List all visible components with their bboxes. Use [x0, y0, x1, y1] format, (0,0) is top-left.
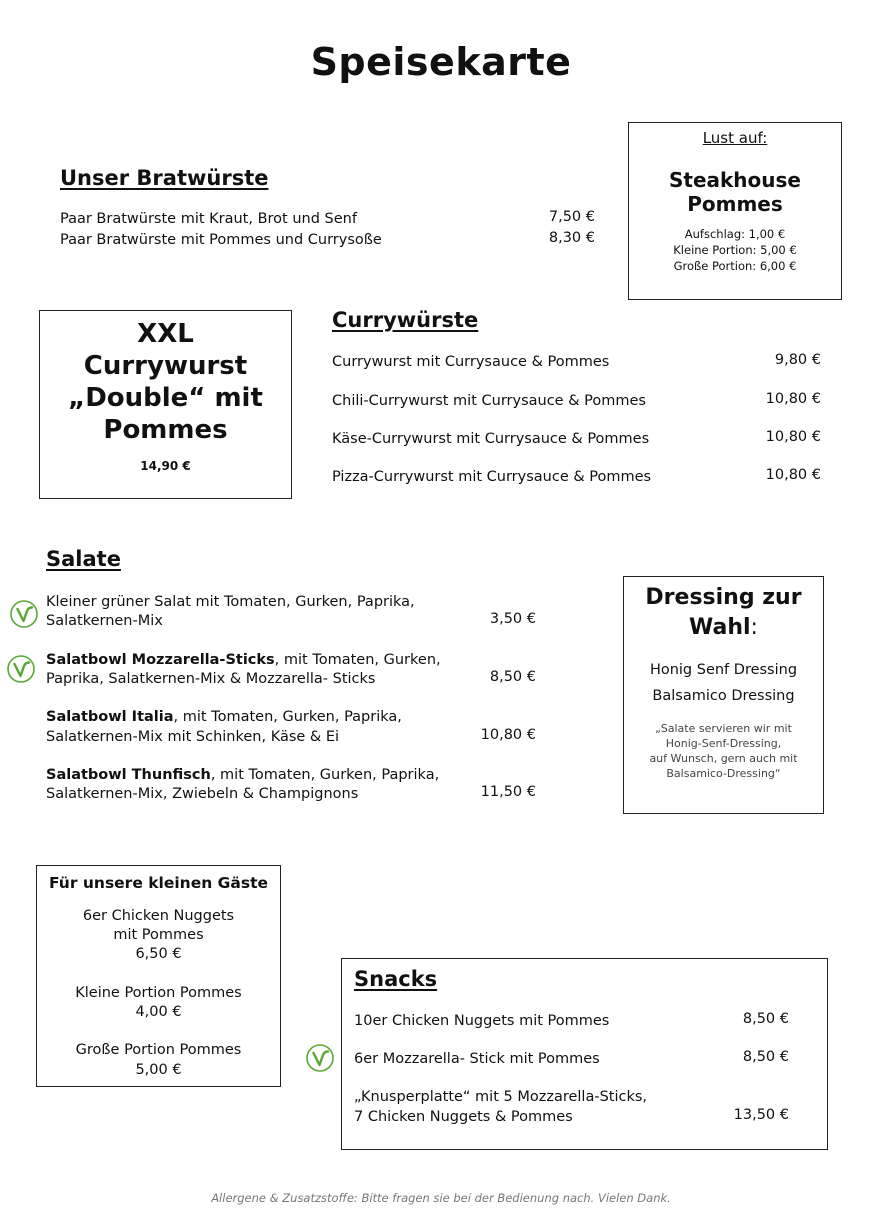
- kids-item-price: 4,00 €: [135, 1004, 182, 1020]
- salate-heading: Salate: [46, 547, 121, 571]
- salad-item-line1: Salatbowl Mozzarella-Sticks, mit Tomaten, Gurken,: [46, 652, 441, 668]
- bratwurst-item-price: 8,30 €: [548, 230, 595, 246]
- salad-item-price: 3,50 €: [489, 611, 536, 627]
- currywurst-item-price: 10,80 €: [765, 429, 821, 445]
- steakhouse-title-line1: Steakhouse: [668, 168, 801, 192]
- salad-item-line2: Salatkernen-Mix mit Schinken, Käse & Ei: [46, 729, 340, 745]
- snack-item-price: 8,50 €: [742, 1011, 789, 1027]
- salad-item-line2: Salatkernen-Mix: [46, 613, 163, 629]
- steakhouse-pommes-box: [628, 122, 842, 300]
- snack-item-line1: „Knusperplatte“ mit 5 Mozzarella-Sticks,: [354, 1089, 648, 1105]
- snack-item-price: 8,50 €: [742, 1049, 789, 1065]
- salad-item-line1: Salatbowl Thunfisch, mit Tomaten, Gurken, Paprika,: [46, 767, 440, 783]
- kids-item-price: 5,00 €: [135, 1062, 182, 1078]
- bratwurst-item-name: Paar Bratwürste mit Pommes und Currysoße: [60, 232, 382, 248]
- salad-item-line2: Paprika, Salatkernen-Mix & Mozzarella- Sticks: [46, 671, 376, 687]
- page-title: Speisekarte: [310, 40, 572, 84]
- xxl-line1: XXL: [137, 319, 194, 349]
- dressing-box: [623, 576, 824, 814]
- snack-item-line1: 10er Chicken Nuggets mit Pommes: [354, 1013, 610, 1029]
- steakhouse-large-portion: Große Portion: 6,00 €: [673, 259, 797, 273]
- currywurst-item-name: Currywurst mit Currysauce & Pommes: [332, 354, 610, 370]
- dressing-note-line: Honig-Senf-Dressing,: [665, 737, 782, 750]
- vegetarian-v-icon: [9, 599, 39, 629]
- dressing-note-line: „Salate servieren wir mit: [655, 722, 792, 735]
- steakhouse-small-portion: Kleine Portion: 5,00 €: [673, 243, 797, 257]
- kids-item-line1: Kleine Portion Pommes: [75, 985, 242, 1001]
- xxl-line4: Pommes: [103, 415, 228, 445]
- salad-item-line2: Salatkernen-Mix, Zwiebeln & Champignons: [46, 786, 359, 802]
- steakhouse-label: Lust auf:: [702, 129, 768, 147]
- currywurst-item-name: Käse-Currywurst mit Currysauce & Pommes: [332, 431, 650, 447]
- salad-item-line1: Salatbowl Italia, mit Tomaten, Gurken, Paprika,: [46, 709, 402, 725]
- xxl-line3: „Double“ mit: [68, 383, 263, 413]
- xxl-line2: Currywurst: [83, 351, 248, 381]
- dressing-option: Balsamico Dressing: [652, 688, 795, 704]
- kids-box: [36, 865, 281, 1087]
- currywurst-item-price: 9,80 €: [774, 352, 821, 368]
- allergen-footer: Allergene & Zusatzstoffe: Bitte fragen sie bei der Bedienung nach. Vielen Dank.: [211, 1191, 671, 1205]
- snack-item-price: 13,50 €: [733, 1107, 789, 1123]
- kids-item-price: 6,50 €: [135, 946, 182, 962]
- bratwurst-heading: Unser Bratwürste: [60, 166, 269, 190]
- dressing-title-line1: Dressing zur: [645, 585, 802, 610]
- xxl-price: 14,90 €: [140, 459, 191, 473]
- dressing-title-line2: Wahl:: [689, 615, 758, 640]
- currywurst-item-price: 10,80 €: [765, 467, 821, 483]
- vegetarian-v-icon: [305, 1043, 335, 1073]
- snacks-box: [341, 958, 828, 1150]
- bratwurst-item-price: 7,50 €: [548, 209, 595, 225]
- dressing-note-line: auf Wunsch, gern auch mit: [649, 752, 798, 765]
- steakhouse-title-line2: Pommes: [687, 192, 783, 216]
- salad-item-price: 11,50 €: [480, 784, 536, 800]
- kids-title: Für unsere kleinen Gäste: [48, 874, 268, 892]
- dressing-option: Honig Senf Dressing: [649, 662, 798, 678]
- currywurst-item-name: Pizza-Currywurst mit Currysauce & Pommes: [332, 469, 652, 485]
- kids-item-line1: Große Portion Pommes: [75, 1042, 242, 1058]
- currywurst-heading: Currywürste: [332, 308, 479, 332]
- snack-item-line2: 7 Chicken Nuggets & Pommes: [354, 1109, 573, 1125]
- xxl-currywurst-box: [39, 310, 292, 499]
- currywurst-item-price: 10,80 €: [765, 391, 821, 407]
- snack-item-line1: 6er Mozzarella- Stick mit Pommes: [354, 1051, 600, 1067]
- snacks-heading: Snacks: [354, 967, 438, 991]
- kids-item-line1: 6er Chicken Nuggets: [82, 908, 235, 924]
- salad-item-line1: Kleiner grüner Salat mit Tomaten, Gurken, Paprika,: [46, 594, 415, 610]
- currywurst-item-name: Chili-Currywurst mit Currysauce & Pommes: [332, 393, 646, 409]
- steakhouse-surcharge: Aufschlag: 1,00 €: [684, 227, 786, 241]
- salad-item-price: 10,80 €: [480, 727, 536, 743]
- dressing-note-line: Balsamico-Dressing“: [666, 767, 781, 780]
- vegetarian-v-icon: [6, 654, 36, 684]
- bratwurst-item-name: Paar Bratwürste mit Kraut, Brot und Senf: [60, 211, 357, 227]
- kids-item-line2: mit Pommes: [113, 927, 204, 943]
- salad-item-price: 8,50 €: [489, 669, 536, 685]
